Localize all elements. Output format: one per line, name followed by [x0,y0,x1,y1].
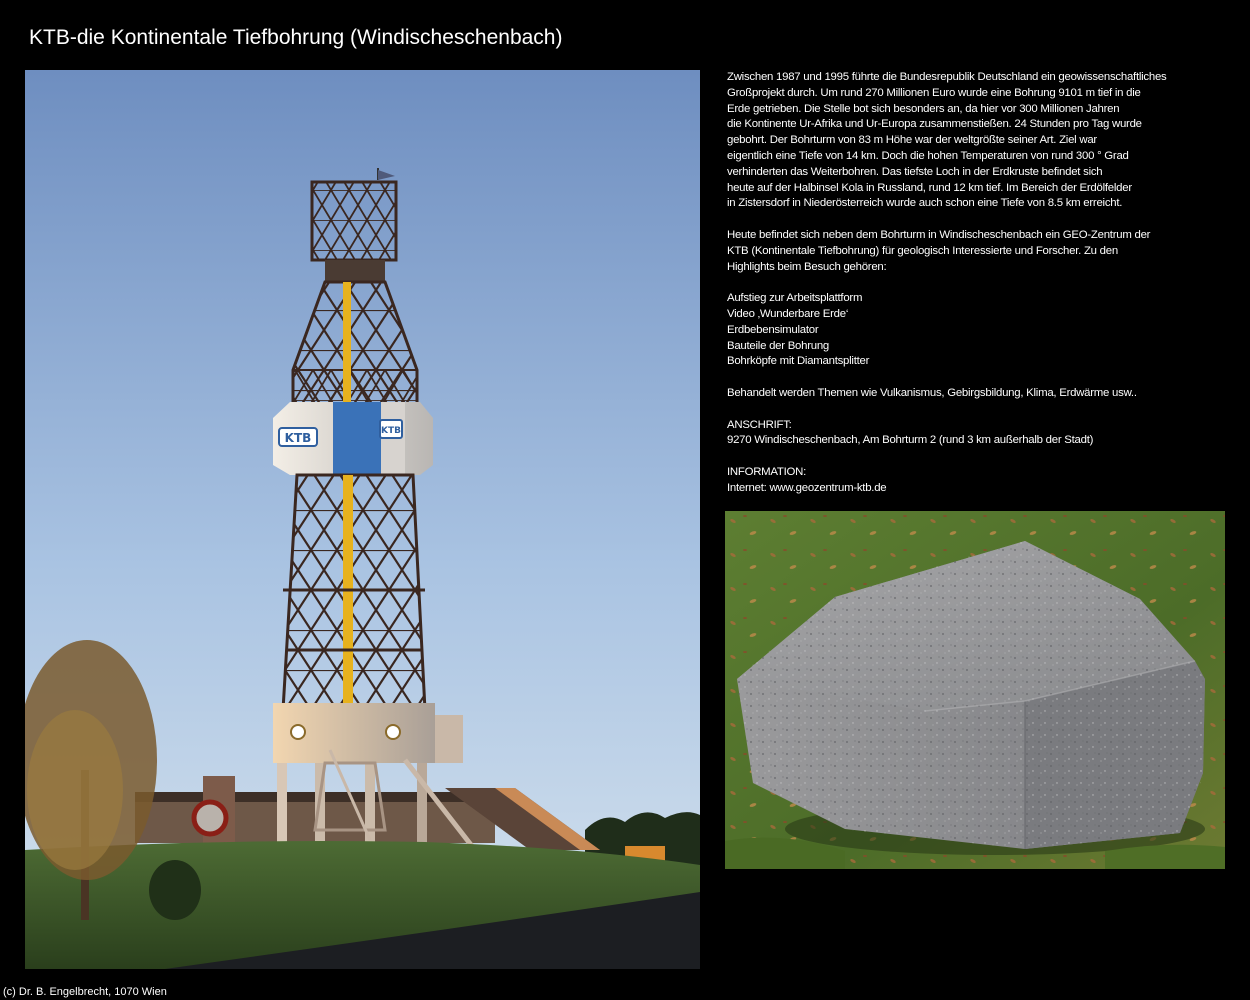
stone-photo [725,511,1225,869]
copyright: (c) Dr. B. Engelbrecht, 1070 Wien [3,986,167,998]
tower-photo-graphic [25,70,700,969]
center-line: Heute befindet sich neben dem Bohrturm in Windischeschenbach ein GEO-Zentrum der [727,228,1151,241]
highlight-item: Video ‚Wunderbare Erde‘ [727,307,849,320]
intro-paragraph [727,70,1227,212]
tower-photo [25,70,700,969]
highlight-item: Bauteile der Bohrung [727,339,830,352]
highlight-item: Bohrköpfe mit Diamantsplitter [727,355,870,368]
stone-photo-graphic [725,511,1225,869]
address-heading: ANSCHRIFT: [727,418,792,431]
intro-line: Erde getrieben. Die Stelle bot sich besonders an, da hier vor 300 Millionen Jahren [727,102,1120,115]
address-block [727,418,1227,450]
info-block [727,465,1227,497]
center-line: KTB (Kontinentale Tiefbohrung) für geologisch Interessierte und Forscher. Zu den [727,244,1118,257]
intro-line: verhinderten das Weiterbohren. Das tiefste Loch in der Erdkruste befindet sich [727,165,1103,178]
page-title: KTB-die Kontinentale Tiefbohrung (Windischeschenbach) [29,26,563,49]
intro-line: Großprojekt durch. Um rund 270 Millionen Euro wurde eine Bohrung 9101 m tief in die [727,86,1141,99]
intro-line: die Kontinente Ur-Afrika und Ur-Europa zusammenstießen. 24 Stunden pro Tag wurde [727,118,1142,131]
highlight-item: Aufstieg zur Arbeitsplattform [727,292,863,305]
info-heading: INFORMATION: [727,465,807,478]
address-line: 9270 Windischeschenbach, Am Bohrturm 2 (rund 3 km außerhalb der Stadt) [727,434,1094,447]
intro-line: in Zistersdorf in Niederösterreich wurde auch schon eine Tiefe von 8.5 km erreicht. [727,197,1123,210]
intro-line: Zwischen 1987 und 1995 führte die Bundesrepublik Deutschland ein geowissenschaftliches [727,71,1167,83]
highlight-item: Erdbebensimulator [727,323,819,336]
description-text [727,70,1227,512]
tower-sign-left: KTB [284,431,312,445]
topics-line: Behandelt werden Themen wie Vulkanismus, Gebirgsbildung, Klima, Erdwärme usw.. [727,386,1137,399]
tower-sign-right: KTB [381,426,401,436]
center-paragraph [727,228,1227,275]
intro-line: eigentlich eine Tiefe von 14 km. Doch die hohen Temperaturen von rund 300 ° Grad [727,149,1129,162]
center-line: Highlights beim Besuch gehören: [727,260,887,273]
topics-paragraph [727,386,1227,402]
intro-line: heute auf der Halbinsel Kola in Russland, rund 12 km tief. Im Bereich der Erdölfelder [727,181,1132,194]
highlights-list [727,291,1227,370]
intro-line: gebohrt. Der Bohrturm von 83 m Höhe war der weltgrößte seiner Art. Ziel war [727,134,1097,147]
internet-link[interactable]: Internet: www.geozentrum-ktb.de [727,481,887,494]
